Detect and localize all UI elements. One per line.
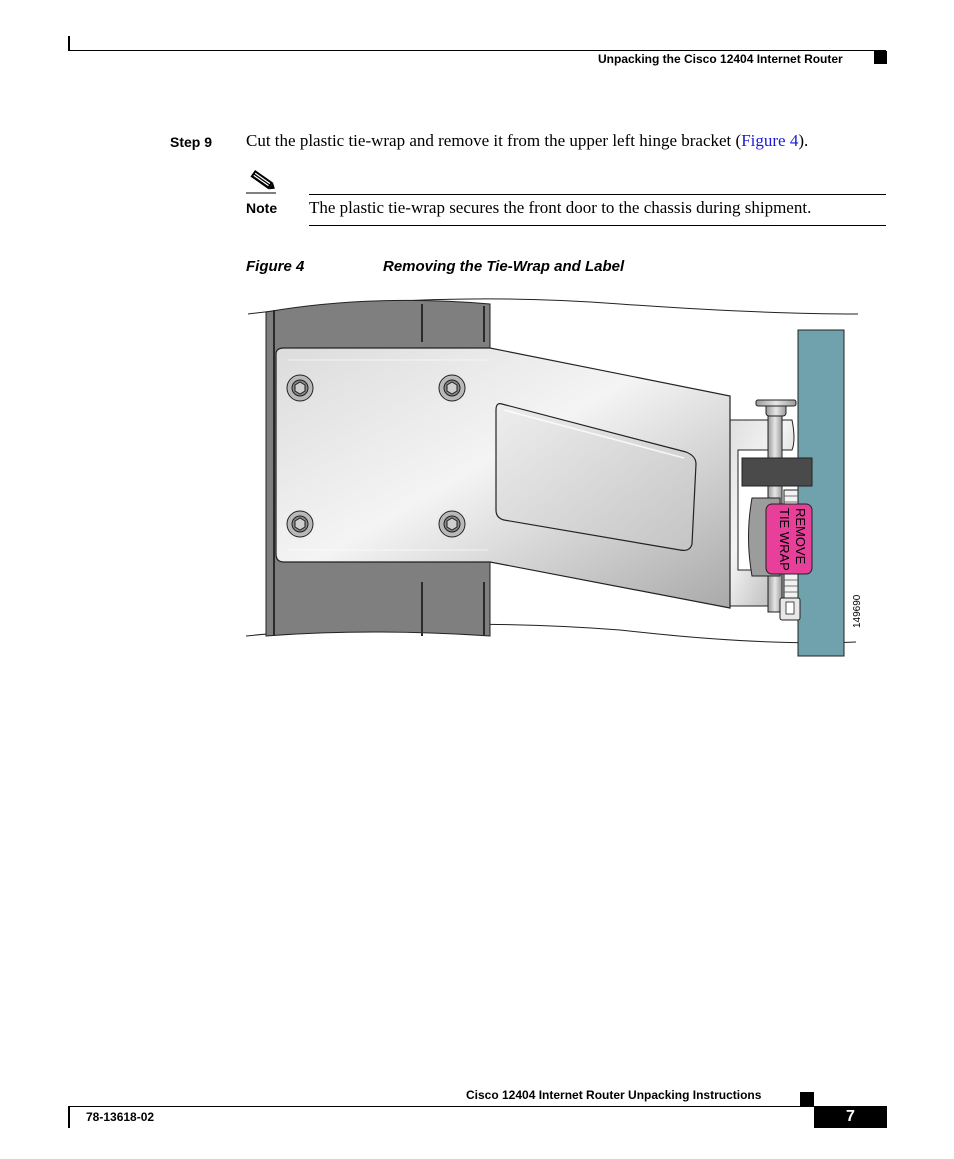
- footer-left-rule: [68, 1106, 70, 1128]
- note-top-rule: [309, 194, 886, 195]
- note-text: The plastic tie-wrap secures the front door to the chassis during shipment.: [309, 198, 812, 217]
- step-text: [246, 131, 808, 151]
- figure-illustration: [240, 290, 880, 675]
- footer-block-marker: [800, 1092, 814, 1106]
- header-left-rule: [68, 36, 70, 51]
- header-block-marker: [874, 51, 887, 64]
- pencil-note-icon: [246, 168, 278, 199]
- footer-rule: [68, 1106, 814, 1107]
- note-bottom-rule: [309, 225, 886, 226]
- page-number: 7: [814, 1106, 887, 1128]
- figure-number: Figure 4: [246, 258, 305, 275]
- note-label: Note: [246, 200, 278, 216]
- figure-4-link[interactable]: Figure 4: [741, 131, 799, 150]
- step-text-after: ).: [798, 131, 809, 150]
- figure-title: Removing the Tie-Wrap and Label: [383, 258, 625, 275]
- step-text-before: Cut the plastic tie-wrap and remove it from the upper left hinge bracket (: [246, 131, 742, 150]
- tag-remove-text: REMOVE: [793, 508, 808, 565]
- tag-tie-wrap-text: TIE WRAP: [777, 508, 792, 571]
- header-title: Unpacking the Cisco 12404 Internet Router: [598, 52, 843, 66]
- step-label: Step 9: [170, 134, 213, 150]
- art-id: 149690: [852, 594, 863, 628]
- doc-number: 78-13618-02: [86, 1110, 155, 1124]
- header-rule: [68, 50, 886, 51]
- footer-title: Cisco 12404 Internet Router Unpacking Instructions: [466, 1088, 762, 1102]
